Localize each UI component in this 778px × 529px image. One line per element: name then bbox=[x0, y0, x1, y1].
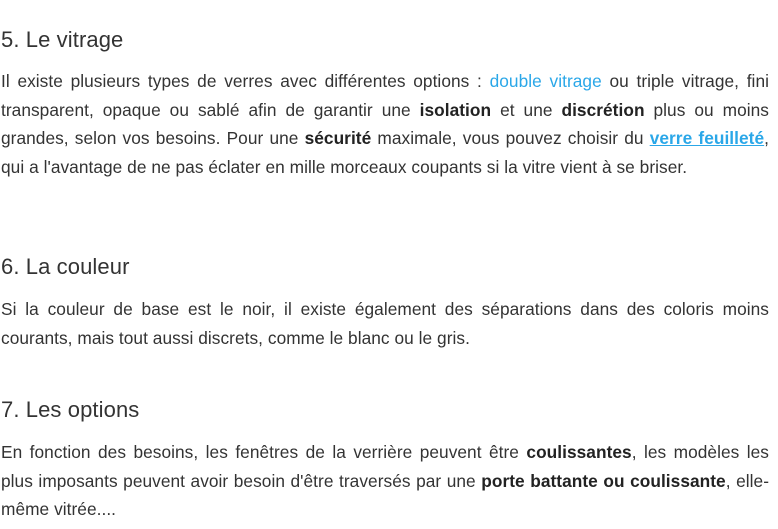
bold-securite: sécurité bbox=[304, 128, 372, 148]
section-heading-vitrage: 5. Le vitrage bbox=[1, 27, 124, 52]
bold-discretion: discrétion bbox=[561, 99, 645, 120]
text-span: , les modèles les plus imposants peuvent avoir besoin d'être traversés par une bbox=[1, 442, 769, 491]
text-span: maximale, vous pouvez choisir du bbox=[371, 128, 650, 148]
text-span: En fonction des besoins, les fenêtres de la verrière peuvent être bbox=[1, 442, 527, 462]
double-vitrage-link[interactable]: double vitrage bbox=[489, 71, 602, 91]
text-span: , qui a l'avantage de ne pas éclater en mille morceaux coupants si la vitre vient à se briser. bbox=[1, 128, 769, 177]
section-heading-couleur: 6. La couleur bbox=[1, 254, 130, 279]
section-paragraph-vitrage bbox=[1, 67, 769, 181]
section-heading-options: 7. Les options bbox=[1, 397, 140, 422]
bold-isolation: isolation bbox=[419, 99, 492, 120]
text-span: et une bbox=[491, 99, 562, 120]
text-span: Il existe plusieurs types de verres avec différentes options : bbox=[1, 71, 490, 91]
verre-feuillete-link[interactable]: verre feuilleté bbox=[649, 128, 765, 148]
bold-coulissantes: coulissantes bbox=[526, 442, 632, 462]
bold-porte-battante: porte battante ou coulissante bbox=[481, 470, 726, 491]
section-paragraph-options bbox=[1, 438, 769, 524]
text-span: ou triple vitrage, fini transparent, opaque ou sablé afin de garantir une bbox=[1, 71, 769, 120]
text-span: plus ou moins grandes, selon vos besoins. Pour une bbox=[1, 99, 769, 148]
text-span: , elle-même vitrée.... bbox=[1, 470, 769, 519]
section-paragraph-couleur: Si la couleur de base est le noir, il existe également des séparations dans des coloris moins courants, mais tout aussi discrets, comme le blanc ou le gris. bbox=[1, 299, 769, 348]
